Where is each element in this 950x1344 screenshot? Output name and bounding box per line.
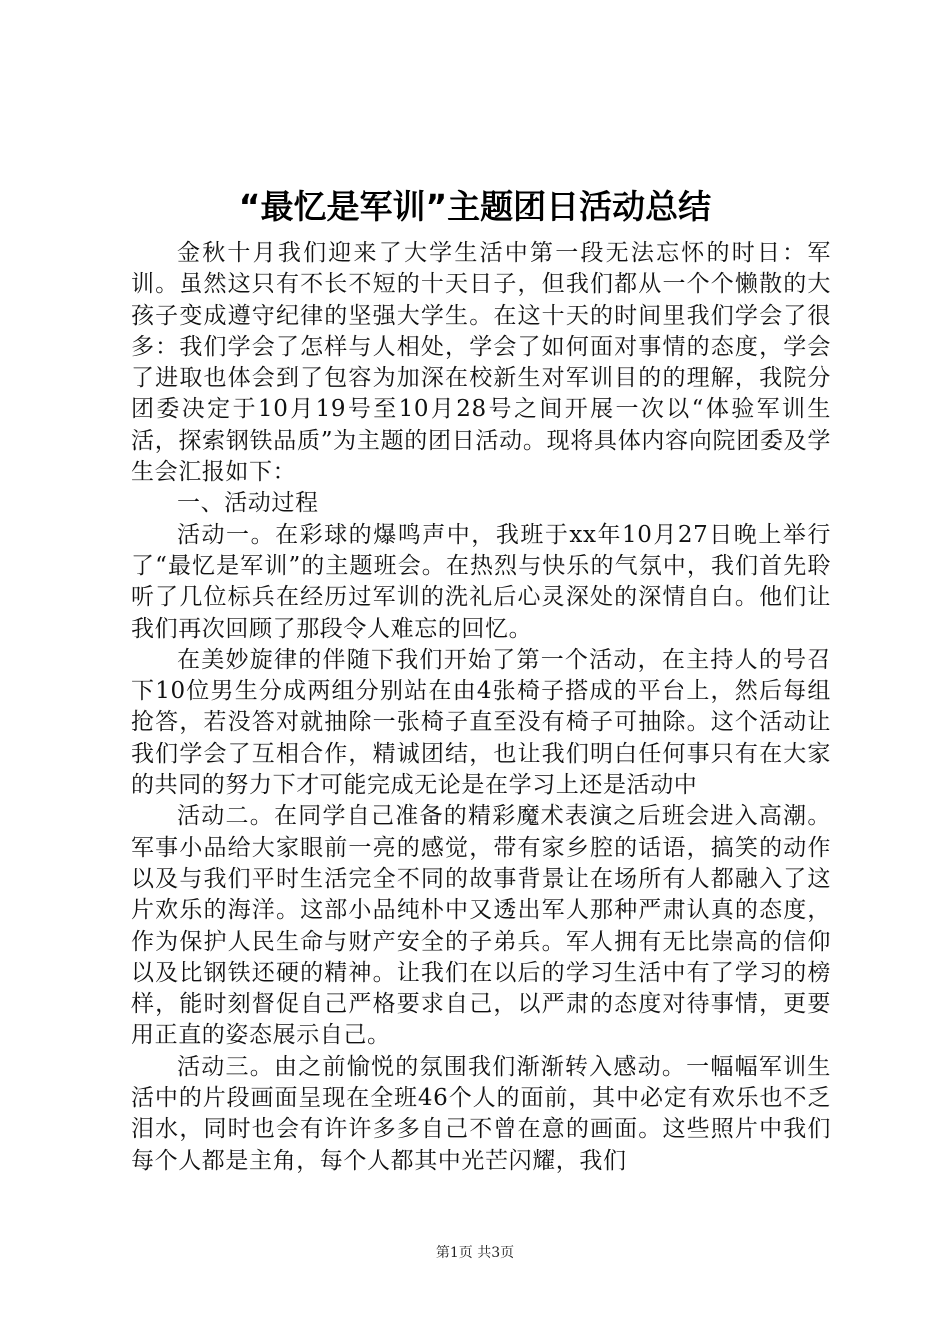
paragraph-activity-two: 活动二。在同学自己准备的精彩魔术表演之后班会进入高潮。军事小品给大家眼前一亮的感觉，带有家乡腔的话语，搞笑的动作以及与我们平时生活完全不同的故事背景让在场所有人都融入了这片欢乐的海洋。这部小品纯朴中又透出军人那种严肃认真的态度，作为保护人民生命与财产安全的子弟兵。军人拥有无比崇高的信仰以及比钢铁还硬的精神。让我们在以后的学习生活中有了学习的榜样，能时刻督促自己严格要求自己，以严肃的态度对待事情，更要用正直的姿态展示自己。 xyxy=(131,803,831,1049)
paragraph-activity-three: 活动三。由之前愉悦的氛围我们渐渐转入感动。一幅幅军训生活中的片段画面呈现在全班46个人的面前，其中必定有欢乐也不乏泪水，同时也会有许许多多自己不曾在意的画面。这些照片中我们每个人都是主角，每个人都其中光芒闪耀，我们 xyxy=(131,1053,831,1174)
paragraph-first-game: 在美妙旋律的伴随下我们开始了第一个活动，在主持人的号召下10位男生分成两组分别站在由4张椅子搭成的平台上，然后每组抢答，若没答对就抽除一张椅子直至没有椅子可抽除。这个活动让我们学会了互相合作，精诚团结，也让我们明白任何事只有在大家的共同的努力下才可能完成无论是在学习上还是活动中 xyxy=(131,646,831,799)
paragraph-activity-one: 活动一。在彩球的爆鸣声中，我班于xx年10月27日晚上举行了“最忆是军训”的主题班会。在热烈与快乐的气氛中，我们首先聆听了几位标兵在经历过军训的洗礼后心灵深处的深情自白。他们让我们再次回顾了那段令人难忘的回忆。 xyxy=(131,521,831,642)
page-number-footer: 第1页 共3页 xyxy=(435,1245,515,1261)
document-body xyxy=(131,238,831,1177)
section-heading-activity-process: 一、活动过程 xyxy=(177,490,319,517)
paragraph-intro: 金秋十月我们迎来了大学生活中第一段无法忘怀的时日：军训。虽然这只有不长不短的十天日子，但我们都从一个个懒散的大孩子变成遵守纪律的坚强大学生。在这十天的时间里我们学会了很多：我们学会了怎样与人相处，学会了如何面对事情的态度，学会了进取也体会到了包容为加深在校新生对军训目的的理解，我院分团委决定于10月19号至10月28号之间开展一次以“体验军训生活，探索钢铁品质”为主题的团日活动。现将具体内容向院团委及学生会汇报如下： xyxy=(131,240,831,486)
document-title: “最忆是军训”主题团日活动总结 xyxy=(238,187,712,226)
